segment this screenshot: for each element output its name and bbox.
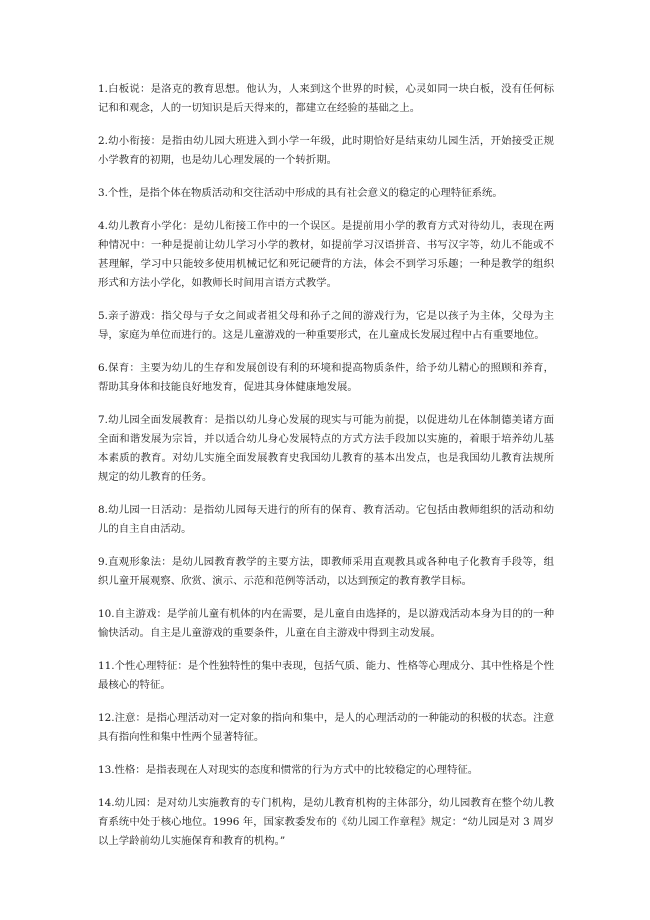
term-paragraph-9: 9.直观形象法：是幼儿园教育教学的主要方法，即教师采用直观教具或各种电子化教育手段等，组织儿童开展观察、欣赏、演示、示范和范例等活动，以达到预定的教育教学目标。 bbox=[98, 556, 554, 587]
term-paragraph-1: 1.白板说：是洛克的教育思想。他认为，人来到这个世界的时候，心灵如同一块白板，没有任何标记和和观念，人的一切知识是后天得来的，都建立在经验的基础之上。 bbox=[98, 83, 554, 114]
term-paragraph-4: 4.幼儿教育小学化：是幼儿衔接工作中的一个误区。是提前用小学的教育方式对待幼儿，表现在两种情况中：一种是提前让幼儿学习小学的教材，如提前学习汉语拼音、书写汉字等，幼儿不能或不甚理解，学习中只能较多使用机械记忆和死记硬背的方法，体会不到学习乐趣；一种是教学的组织形式和方法小学化，如教师长时间用言语方式教学。 bbox=[98, 220, 554, 289]
term-paragraph-3: 3.个性，是指个体在物质活动和交往活动中形成的具有社会意义的稳定的心理特征系统。 bbox=[98, 187, 503, 199]
term-paragraph-13: 13.性格：是指表现在人对现实的态度和惯常的行为方式中的比较稳定的心理特征。 bbox=[98, 764, 479, 776]
term-paragraph-8: 8.幼儿园一日活动：是指幼儿园每天进行的所有的保育、教育活动。它包括由教师组织的活动和幼儿的自主自由活动。 bbox=[98, 504, 554, 535]
term-paragraph-14: 14.幼儿园：是对幼儿实施教育的专门机构，是幼儿教育机构的主体部分，幼儿园教育在整个幼儿教育系统中处于核心地位。1996 年，国家教委发布的《幼儿园工作章程》规定：“幼儿园是对 3 周岁以上学龄前幼儿实施保育和教育的机构。” bbox=[98, 797, 554, 847]
term-paragraph-6: 6.保育：主要为幼儿的生存和发展创设有利的环境和提高物质条件，给予幼儿精心的照顾和养育，帮助其身体和技能良好地发育，促进其身体健康地发展。 bbox=[98, 362, 554, 393]
term-paragraph-11: 11.个性心理特征：是个性独特性的集中表现，包括气质、能力、性格等心理成分、其中性格是个性最核心的特征。 bbox=[98, 660, 554, 691]
term-paragraph-10: 10.自主游戏：是学前儿童有机体的内在需要，是儿童自由选择的，是以游戏活动本身为目的的一种愉快活动。自主是儿童游戏的重要条件，儿童在自主游戏中得到主动发展。 bbox=[98, 608, 554, 639]
term-paragraph-2: 2.幼小衔接：是指由幼儿园大班进入到小学一年级，此时期恰好是结束幼儿园生活，开始接受正规小学教育的初期，也是幼儿心理发展的一个转折期。 bbox=[98, 135, 554, 166]
document-page bbox=[98, 80, 554, 865]
term-paragraph-7: 7.幼儿园全面发展教育：是指以幼儿身心发展的现实与可能为前提，以促进幼儿在体制德美诸方面全面和谐发展为宗旨，并以适合幼儿身心发展特点的方式方法手段加以实施的，着眼于培养幼儿基本素质的教育。对幼儿实施全面发展教育史我国幼儿教育的基本出发点，也是我国幼儿教育法规所规定的幼儿教育的任务。 bbox=[98, 414, 554, 483]
term-paragraph-12: 12.注意：是指心理活动对一定对象的指向和集中，是人的心理活动的一种能动的积极的状态。注意具有指向性和集中性两个显著特征。 bbox=[98, 712, 554, 743]
term-paragraph-5: 5.亲子游戏：指父母与子女之间或者祖父母和孙子之间的游戏行为，它是以孩子为主体，父母为主导，家庭为单位而进行的。这是儿童游戏的一种重要形式，在儿童成长发展过程中占有重要地位。 bbox=[98, 310, 554, 341]
